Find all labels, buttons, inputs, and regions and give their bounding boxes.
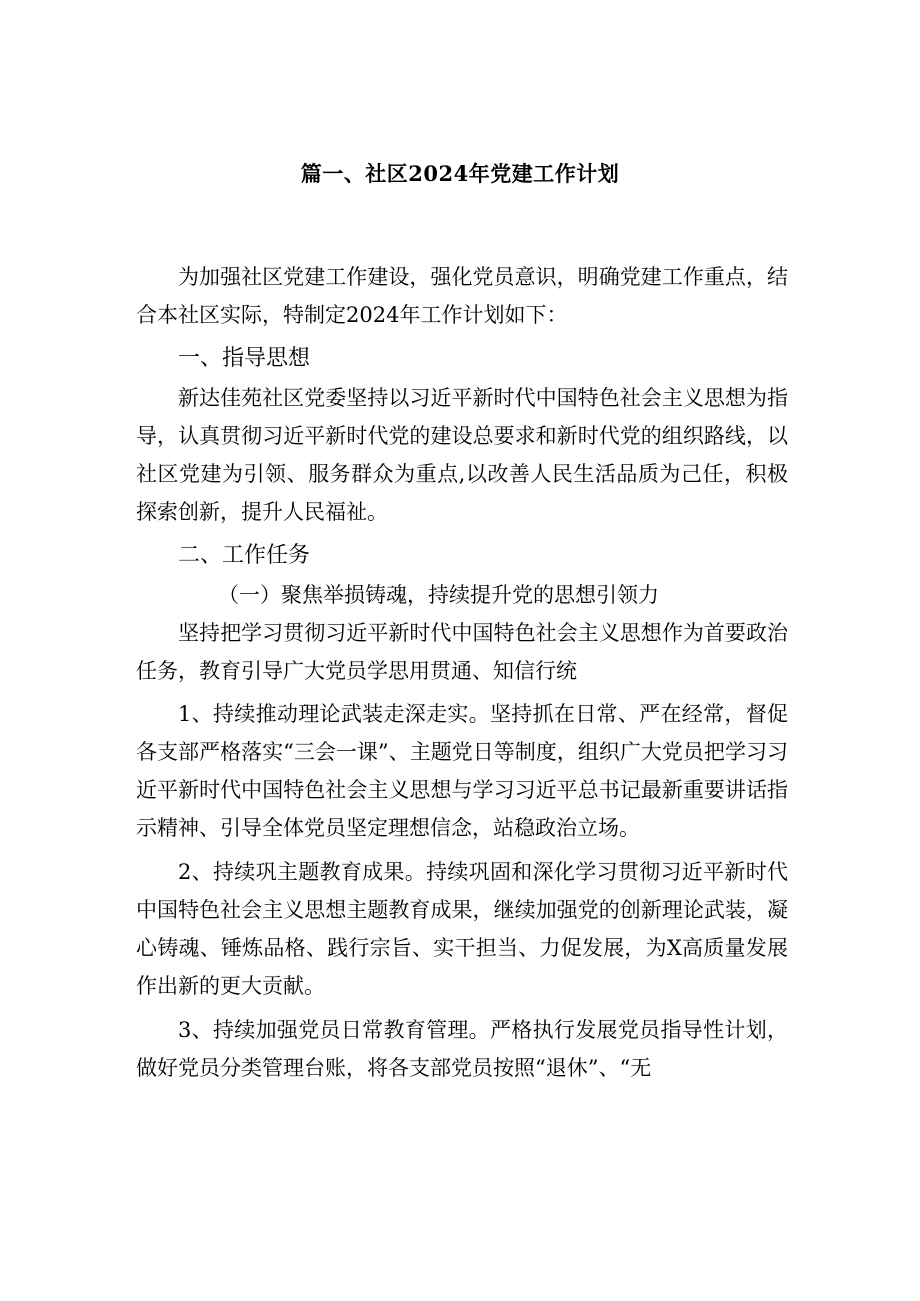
ideological-leadership-paragraph: 坚持把学习贯彻习近平新时代中国特色社会主义思想作为首要政治任务，教育引导广大党员学思用贯通、知信行统 (136, 621, 788, 683)
task-item-2: 2、持续巩主题教育成果。持续巩固和深化学习贯彻习近平新时代中国特色社会主义思想主题教育成果，继续加强党的创新理论武装，凝心铸魂、锤炼品格、践行宗旨、实干担当、力促发展，为X高质量发展作出新的更大贡献。 (136, 860, 788, 998)
subheading-ideological-leadership: （一）聚焦举损铸魂，持续提升党的思想引领力 (218, 583, 659, 607)
intro-paragraph: 为加强社区党建工作建设，强化党员意识，明确党建工作重点，结合本社区实际，特制定2024年工作计划如下： (136, 265, 788, 327)
section-heading-work-tasks: 二、工作任务 (178, 543, 311, 568)
document-title: 篇一、社区2024年党建工作计划 (300, 161, 620, 186)
task-item-1: 1、持续推动理论武装走深走实。坚持抓在日常、严在经常，督促各支部严格落实“三会一课”、主题党日等制度，组织广大党员把学习习近平新时代中国特色社会主义思想与学习习近平总书记最新重要讲话指示精神、引导全体党员坚定理想信念，站稳政治立场。 (136, 702, 788, 840)
section-heading-guiding-ideology: 一、指导思想 (178, 346, 311, 371)
task-item-3: 3、持续加强党员日常教育管理。严格执行发展党员指导性计划，做好党员分类管理台账，将各支部党员按照“退休”、“无 (136, 1018, 788, 1080)
guiding-ideology-paragraph: 新达佳苑社区党委坚持以习近平新时代中国特色社会主义思想为指导，认真贯彻习近平新时代党的建设总要求和新时代党的组织路线，以社区党建为引领、服务群众为重点,以改善人民生活品质为己任，积极探索创新，提升人民福祉。 (136, 386, 788, 524)
document-body (136, 258, 788, 1087)
